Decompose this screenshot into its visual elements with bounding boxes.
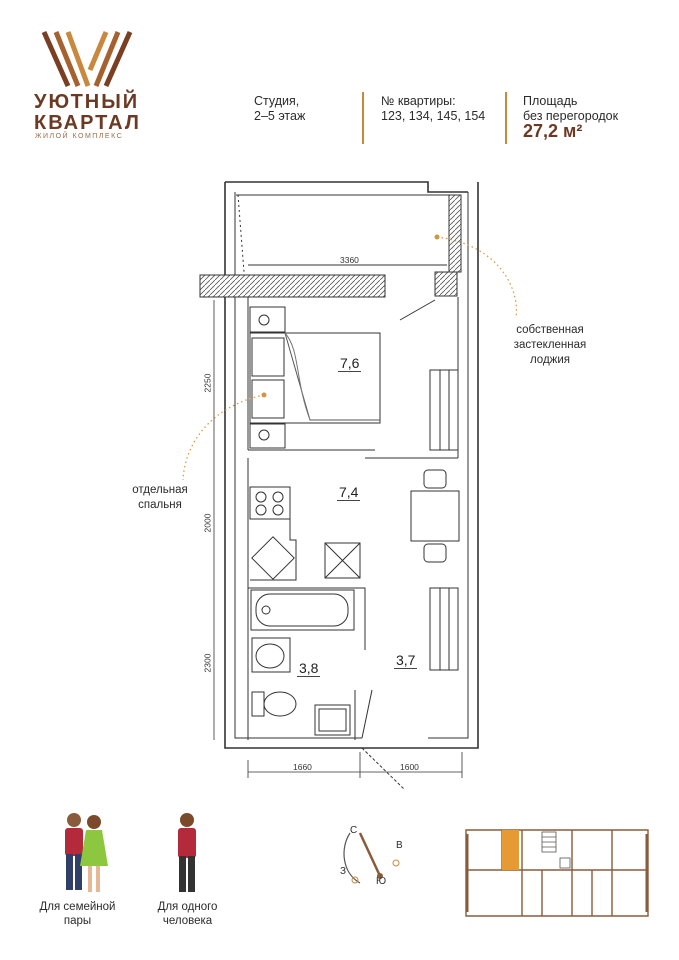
dim-left-top: 2250 [202, 373, 213, 393]
room-area-kitchen: 7,4 [339, 484, 359, 500]
single-person-icon [170, 810, 205, 900]
area-line-1: Площадь [523, 94, 578, 108]
area-value: 27,2 м² [523, 121, 583, 141]
room-area-bedroom: 7,6 [340, 355, 360, 371]
compass-icon [330, 818, 410, 893]
note-loggia: собственная застекленная лоджия [513, 324, 587, 366]
loggia-marker-icon [435, 235, 440, 240]
type-line-1: Студия, [254, 94, 300, 108]
room-area-hallway: 3,7 [396, 652, 416, 668]
apt-label: № квартиры: [381, 94, 456, 108]
brand-subtitle: ЖИЛОЙ КОМПЛЕКС [35, 133, 124, 140]
dim-bottom-left: 1660 [293, 762, 312, 772]
compass-west: З [340, 866, 347, 877]
dim-top-width: 3360 [340, 255, 359, 265]
type-line-2: 2–5 этаж [254, 109, 306, 123]
apt-numbers: 123, 134, 145, 154 [381, 109, 486, 123]
brand-line-2: КВАРТАЛ [34, 112, 141, 134]
brand-line-1: УЮТНЫЙ [34, 91, 140, 113]
compass-north: С [350, 825, 358, 836]
note-bedroom: отдельная спальня [132, 484, 188, 511]
caption-couple: Для семейной пары [39, 901, 116, 927]
dim-left-bottom: 2300 [202, 653, 213, 673]
bedroom-marker-icon [262, 393, 267, 398]
couple-icon [50, 810, 120, 900]
compass-south: Ю [376, 876, 387, 887]
highlighted-apartment [502, 830, 519, 870]
area-line-2: без перегородок [523, 109, 619, 123]
dim-left-mid: 2000 [202, 513, 213, 533]
caption-single: Для одного человека [157, 901, 218, 927]
dim-bottom-right: 1600 [400, 762, 419, 772]
compass-east: В [396, 840, 403, 851]
room-area-bathroom: 3,8 [299, 660, 319, 676]
building-key-plan [462, 822, 652, 922]
